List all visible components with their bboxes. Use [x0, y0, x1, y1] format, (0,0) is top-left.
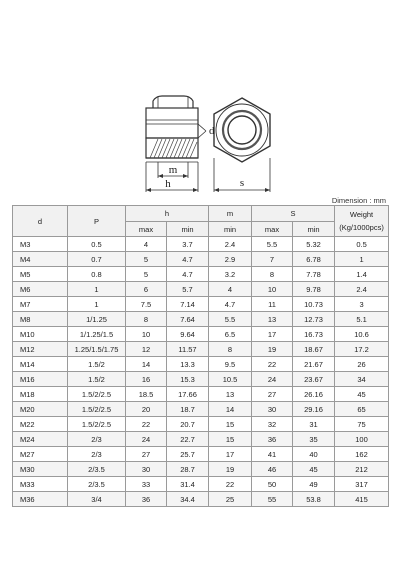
cell-s-max: 27 — [252, 387, 293, 402]
cell-h-max: 16 — [126, 372, 167, 387]
cell-pitch: 0.7 — [68, 252, 126, 267]
cell-pitch: 1.5/2/2.5 — [68, 417, 126, 432]
table-row — [13, 447, 389, 462]
cell-size: M5 — [13, 267, 68, 282]
cell-m-min: 22 — [209, 477, 252, 492]
header-h-max: max — [126, 222, 167, 237]
cell-s-max: 8 — [252, 267, 293, 282]
cell-s-min: 12.73 — [293, 312, 335, 327]
table-row — [13, 252, 389, 267]
table-row — [13, 357, 389, 372]
cell-size: M33 — [13, 477, 68, 492]
cell-s-max: 7 — [252, 252, 293, 267]
cell-h-min: 11.57 — [167, 342, 209, 357]
cell-h-max: 36 — [126, 492, 167, 507]
nut-side-view — [146, 96, 198, 162]
cell-s-max: 55 — [252, 492, 293, 507]
table-row — [13, 372, 389, 387]
cell-h-max: 7.5 — [126, 297, 167, 312]
cell-s-max: 24 — [252, 372, 293, 387]
cell-weight: 5.1 — [335, 312, 389, 327]
cell-s-min: 23.67 — [293, 372, 335, 387]
cell-size: M18 — [13, 387, 68, 402]
cell-s-max: 32 — [252, 417, 293, 432]
cell-h-min: 4.7 — [167, 267, 209, 282]
header-s: S — [252, 206, 335, 222]
cell-pitch: 2/3 — [68, 432, 126, 447]
thread-hatching — [150, 139, 197, 158]
cell-h-min: 5.7 — [167, 282, 209, 297]
dimension-unit-note: Dimension : mm — [331, 196, 386, 205]
nut-technical-diagram — [0, 0, 400, 200]
cell-size: M6 — [13, 282, 68, 297]
cell-pitch: 1/1.25/1.5 — [68, 327, 126, 342]
cell-pitch: 1 — [68, 282, 126, 297]
cell-pitch: 1/1.25 — [68, 312, 126, 327]
cell-weight: 3 — [335, 297, 389, 312]
cell-s-max: 17 — [252, 327, 293, 342]
cell-weight: 415 — [335, 492, 389, 507]
cell-m-min: 15 — [209, 417, 252, 432]
cell-h-max: 10 — [126, 327, 167, 342]
cell-pitch: 0.5 — [68, 237, 126, 252]
cell-m-min: 14 — [209, 402, 252, 417]
label-s: s — [239, 177, 245, 189]
cell-pitch: 2/3 — [68, 447, 126, 462]
cell-s-min: 35 — [293, 432, 335, 447]
cell-size: M14 — [13, 357, 68, 372]
header-s-min: min — [293, 222, 335, 237]
cell-weight: 2.4 — [335, 282, 389, 297]
cell-h-min: 15.3 — [167, 372, 209, 387]
cell-weight: 34 — [335, 372, 389, 387]
cell-s-min: 49 — [293, 477, 335, 492]
cell-size: M10 — [13, 327, 68, 342]
table-row — [13, 282, 389, 297]
cell-weight: 1.4 — [335, 267, 389, 282]
table-row — [13, 462, 389, 477]
cell-h-max: 5 — [126, 252, 167, 267]
cell-h-min: 13.3 — [167, 357, 209, 372]
cell-s-min: 7.78 — [293, 267, 335, 282]
cell-m-min: 19 — [209, 462, 252, 477]
header-m: m — [209, 206, 252, 222]
table-row — [13, 267, 389, 282]
cell-s-min: 31 — [293, 417, 335, 432]
cell-h-max: 22 — [126, 417, 167, 432]
cell-size: M20 — [13, 402, 68, 417]
header-weight-line1: Weight — [349, 210, 374, 219]
cell-weight: 75 — [335, 417, 389, 432]
cell-h-min: 7.64 — [167, 312, 209, 327]
cell-h-min: 3.7 — [167, 237, 209, 252]
cell-h-min: 4.7 — [167, 252, 209, 267]
cell-weight: 0.5 — [335, 237, 389, 252]
cell-s-max: 19 — [252, 342, 293, 357]
cell-h-min: 25.7 — [167, 447, 209, 462]
cell-s-max: 10 — [252, 282, 293, 297]
label-m: m — [168, 164, 178, 176]
cell-weight: 10.6 — [335, 327, 389, 342]
cell-h-max: 33 — [126, 477, 167, 492]
cell-size: M30 — [13, 462, 68, 477]
cell-h-min: 7.14 — [167, 297, 209, 312]
cell-h-max: 14 — [126, 357, 167, 372]
nut-top-view — [214, 98, 270, 162]
cell-m-min: 9.5 — [209, 357, 252, 372]
cell-s-max: 36 — [252, 432, 293, 447]
cell-s-min: 10.73 — [293, 297, 335, 312]
cell-s-min: 16.73 — [293, 327, 335, 342]
cell-size: M7 — [13, 297, 68, 312]
table-row — [13, 402, 389, 417]
cell-m-min: 15 — [209, 432, 252, 447]
cell-s-min: 21.67 — [293, 357, 335, 372]
cell-weight: 17.2 — [335, 342, 389, 357]
cell-h-min: 28.7 — [167, 462, 209, 477]
cell-m-min: 25 — [209, 492, 252, 507]
cell-h-max: 18.5 — [126, 387, 167, 402]
cell-pitch: 1 — [68, 297, 126, 312]
header-m-min: min — [209, 222, 252, 237]
nut-spec-table — [12, 205, 389, 507]
cell-size: M8 — [13, 312, 68, 327]
cell-h-max: 5 — [126, 267, 167, 282]
cell-size: M22 — [13, 417, 68, 432]
cell-h-min: 31.4 — [167, 477, 209, 492]
cell-s-max: 50 — [252, 477, 293, 492]
spec-table-body — [13, 237, 389, 507]
cell-s-max: 5.5 — [252, 237, 293, 252]
cell-s-max: 46 — [252, 462, 293, 477]
cell-size: M4 — [13, 252, 68, 267]
cell-pitch: 1.5/2 — [68, 357, 126, 372]
header-d: d — [13, 206, 68, 237]
label-d: d — [209, 125, 215, 137]
cell-m-min: 8 — [209, 342, 252, 357]
table-row — [13, 312, 389, 327]
cell-weight: 100 — [335, 432, 389, 447]
cell-pitch: 1.25/1.5/1.75 — [68, 342, 126, 357]
cell-h-min: 22.7 — [167, 432, 209, 447]
cell-m-min: 3.2 — [209, 267, 252, 282]
cell-pitch: 2/3.5 — [68, 477, 126, 492]
cell-s-max: 22 — [252, 357, 293, 372]
cell-size: M24 — [13, 432, 68, 447]
table-row — [13, 477, 389, 492]
cell-h-max: 20 — [126, 402, 167, 417]
cell-m-min: 6.5 — [209, 327, 252, 342]
table-row — [13, 237, 389, 252]
cell-h-min: 20.7 — [167, 417, 209, 432]
cell-s-min: 40 — [293, 447, 335, 462]
table-row — [13, 432, 389, 447]
cell-weight: 26 — [335, 357, 389, 372]
cell-weight: 212 — [335, 462, 389, 477]
header-weight-line2: (Kg/1000pcs) — [339, 223, 384, 232]
cell-m-min: 4.7 — [209, 297, 252, 312]
cell-weight: 317 — [335, 477, 389, 492]
cell-m-min: 10.5 — [209, 372, 252, 387]
cell-s-max: 13 — [252, 312, 293, 327]
header-p: P — [68, 206, 126, 237]
header-s-max: max — [252, 222, 293, 237]
cell-size: M16 — [13, 372, 68, 387]
cell-h-max: 27 — [126, 447, 167, 462]
cell-s-min: 5.32 — [293, 237, 335, 252]
table-row — [13, 297, 389, 312]
cell-pitch: 1.5/2 — [68, 372, 126, 387]
cell-size: M27 — [13, 447, 68, 462]
label-h: h — [165, 178, 171, 190]
cell-s-min: 18.67 — [293, 342, 335, 357]
table-row — [13, 342, 389, 357]
cell-h-max: 6 — [126, 282, 167, 297]
cell-s-min: 45 — [293, 462, 335, 477]
header-weight — [335, 206, 389, 237]
cell-h-max: 30 — [126, 462, 167, 477]
cell-size: M3 — [13, 237, 68, 252]
table-row — [13, 387, 389, 402]
cell-s-min: 29.16 — [293, 402, 335, 417]
cell-s-min: 6.78 — [293, 252, 335, 267]
cell-size: M36 — [13, 492, 68, 507]
header-h: h — [126, 206, 209, 222]
cell-h-max: 12 — [126, 342, 167, 357]
cell-s-max: 30 — [252, 402, 293, 417]
cell-m-min: 2.9 — [209, 252, 252, 267]
cell-weight: 162 — [335, 447, 389, 462]
cell-m-min: 4 — [209, 282, 252, 297]
table-row — [13, 417, 389, 432]
cell-s-min: 53.8 — [293, 492, 335, 507]
cell-m-min: 17 — [209, 447, 252, 462]
cell-s-max: 11 — [252, 297, 293, 312]
cell-h-min: 9.64 — [167, 327, 209, 342]
cell-h-max: 24 — [126, 432, 167, 447]
cell-pitch: 2/3.5 — [68, 462, 126, 477]
cell-pitch: 0.8 — [68, 267, 126, 282]
cell-m-min: 5.5 — [209, 312, 252, 327]
cell-s-min: 9.78 — [293, 282, 335, 297]
cell-m-min: 13 — [209, 387, 252, 402]
header-h-min: min — [167, 222, 209, 237]
cell-h-min: 17.66 — [167, 387, 209, 402]
cell-pitch: 3/4 — [68, 492, 126, 507]
cell-size: M12 — [13, 342, 68, 357]
cell-h-min: 34.4 — [167, 492, 209, 507]
cell-s-min: 26.16 — [293, 387, 335, 402]
cell-s-max: 41 — [252, 447, 293, 462]
cell-weight: 45 — [335, 387, 389, 402]
table-row — [13, 327, 389, 342]
cell-pitch: 1.5/2/2.5 — [68, 387, 126, 402]
cell-weight: 1 — [335, 252, 389, 267]
cell-h-max: 4 — [126, 237, 167, 252]
cell-h-min: 18.7 — [167, 402, 209, 417]
cell-weight: 65 — [335, 402, 389, 417]
cell-h-max: 8 — [126, 312, 167, 327]
cell-pitch: 1.5/2/2.5 — [68, 402, 126, 417]
table-row — [13, 492, 389, 507]
cell-m-min: 2.4 — [209, 237, 252, 252]
